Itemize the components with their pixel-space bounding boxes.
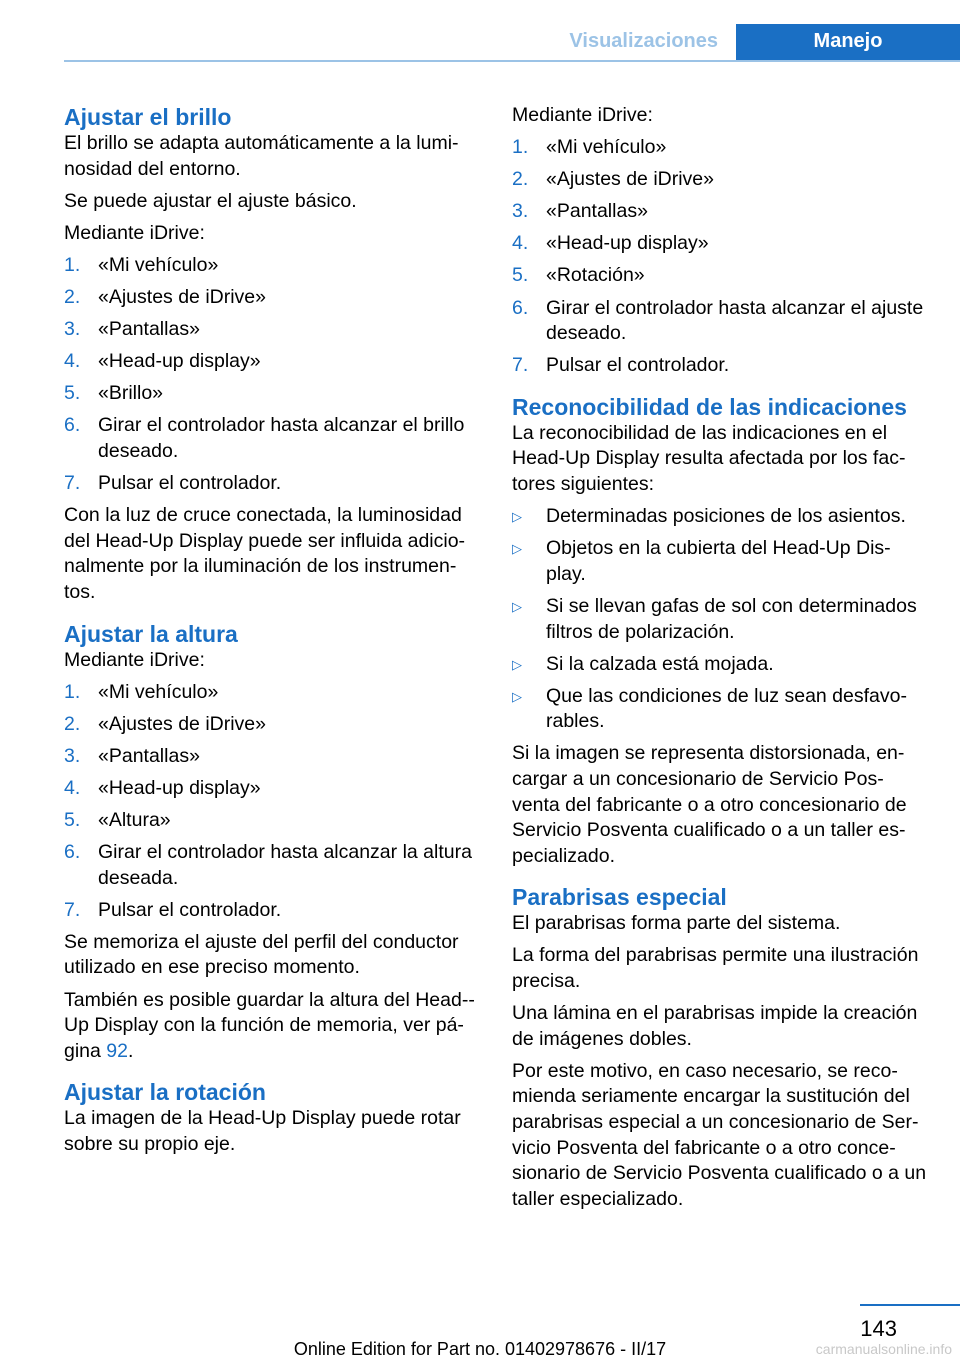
step-number: 7. (64, 472, 81, 495)
step-text: Pulsar el controlador. (98, 898, 282, 921)
section-heading: Ajustar la altura (64, 620, 238, 647)
left-column (64, 103, 480, 1164)
step-number: 6. (64, 414, 81, 437)
bullet-list (512, 504, 930, 735)
step-text: «Ajustes de iDrive» (98, 712, 266, 735)
paragraph: La imagen de la Head-Up Display puede rotar sobre su propio eje. (64, 1107, 461, 1155)
watermark: carmanualsonline.info (815, 1341, 952, 1357)
step-text: «Mi vehículo» (98, 680, 219, 703)
paragraph: Por este motivo, en caso necesario, se reco‐mienda seriamente encargar la sustitución del parabrisas especial a un concesionario de Ser‐vicio Posventa del fabricante o a otro conce‐sionario de Servicio Posventa cualificado o a un taller especializado. (512, 1059, 927, 1210)
bullet-text: Que las condiciones de luz sean desfavo‐rables. (546, 684, 907, 733)
step-item (512, 263, 930, 289)
section-heading: Ajustar la rotación (64, 1079, 266, 1106)
header-rule (64, 60, 960, 62)
paragraph: Mediante iDrive: (64, 221, 205, 244)
page-number: 143 (860, 1316, 897, 1341)
step-text: «Ajustes de iDrive» (98, 285, 266, 308)
paragraph: El parabrisas forma parte del sistema. (512, 912, 841, 935)
step-number: 3. (64, 318, 81, 341)
step-item (512, 167, 930, 193)
paragraph: La reconocibilidad de las indicaciones en el Head-Up Display resulta afectada por los fac‐tores siguientes: (512, 421, 906, 496)
step-number: 6. (512, 296, 529, 319)
step-number: 6. (64, 841, 81, 864)
paragraph-text: También es posible guardar la altura del Head-‐Up Display con la función de memoria, ver pá‐gina (64, 988, 475, 1062)
right-column (512, 103, 930, 1219)
step-list (64, 680, 480, 924)
step-number: 2. (64, 285, 81, 308)
bullet-text: Determinadas posiciones de los asientos. (546, 505, 906, 528)
paragraph: Se memoriza el ajuste del perfil del conductor utilizado en ese preciso momento. (64, 930, 459, 979)
step-number: 2. (512, 168, 529, 191)
step-number: 7. (512, 354, 529, 377)
section-ajustar-brillo (64, 103, 480, 606)
paragraph: Si la imagen se representa distorsionada, en‐cargar a un concesionario de Servicio Pos‐venta del fabricante o a otro concesionario de Servicio Posventa cualificado o a un taller es‐pecializado. (512, 742, 907, 867)
paragraph-end: . (128, 1039, 134, 1062)
tab-manejo[interactable]: Manejo (736, 24, 960, 62)
paragraph: La forma del parabrisas permite una ilustración precisa. (512, 944, 919, 993)
step-item (64, 381, 480, 407)
step-item (64, 744, 480, 770)
step-text: Pulsar el controlador. (98, 472, 282, 495)
bullet-text: Objetos en la cubierta del Head-Up Dis‐play. (546, 537, 891, 585)
step-number: 3. (64, 744, 81, 767)
section-parabrisas-especial (512, 883, 930, 1212)
step-item (512, 135, 930, 161)
step-text: «Head-up display» (98, 776, 261, 799)
step-item (64, 898, 480, 924)
paragraph: Mediante iDrive: (64, 648, 205, 671)
bullet-item (512, 684, 930, 735)
step-number: 4. (512, 232, 529, 255)
step-item (64, 808, 480, 834)
triangle-bullet-icon: ▷ (512, 656, 522, 672)
paragraph: Con la luz de cruce conectada, la luminosidad del Head-Up Display puede ser influida adicio‐nalmente por la iluminación de los instrumen‐tos. (64, 504, 466, 603)
section-heading: Reconocibilidad de las indicaciones (512, 393, 907, 420)
step-number: 1. (512, 136, 529, 159)
triangle-bullet-icon: ▷ (512, 598, 522, 614)
triangle-bullet-icon: ▷ (512, 688, 522, 704)
step-text: «Head-up display» (546, 232, 709, 255)
step-number: 2. (64, 712, 81, 735)
bullet-item (512, 652, 930, 678)
step-item (64, 317, 480, 343)
footer-rule (860, 1304, 960, 1306)
tab-visualizaciones[interactable]: Visualizaciones (569, 30, 718, 52)
step-number: 1. (64, 680, 81, 703)
paragraph: Una lámina en el parabrisas impide la creación de imágenes dobles. (512, 1002, 918, 1050)
step-text: «Pantallas» (98, 318, 200, 341)
paragraph: El brillo se adapta automáticamente a la lumi‐nosidad del entorno. (64, 132, 459, 180)
step-number: 5. (512, 264, 529, 287)
step-item (512, 353, 930, 379)
triangle-bullet-icon: ▷ (512, 509, 522, 525)
bullet-item (512, 536, 930, 587)
section-ajustar-altura (64, 620, 480, 1065)
section-heading: Ajustar el brillo (64, 104, 232, 130)
step-item (64, 349, 480, 375)
step-text: Girar el controlador hasta alcanzar el brillo deseado. (98, 414, 465, 462)
paragraph (64, 988, 480, 1065)
step-item (64, 776, 480, 802)
step-item (512, 296, 930, 347)
step-text: «Head-up display» (98, 350, 261, 373)
step-number: 5. (64, 382, 81, 405)
step-item (64, 680, 480, 706)
section-heading: Parabrisas especial (512, 884, 727, 911)
step-item (64, 840, 480, 891)
bullet-text: Si se llevan gafas de sol con determinados filtros de polarización. (546, 594, 917, 643)
step-item (64, 285, 480, 311)
step-text: «Mi vehículo» (98, 253, 219, 276)
header-tabs (569, 24, 960, 62)
step-list (64, 253, 480, 497)
step-text: Girar el controlador hasta alcanzar la altura deseada. (98, 841, 472, 889)
section-ajustar-rotacion (64, 1078, 480, 1157)
step-item (512, 231, 930, 257)
step-text: «Altura» (98, 808, 171, 831)
paragraph: Se puede ajustar el ajuste básico. (64, 189, 357, 212)
step-number: 4. (64, 350, 81, 373)
step-item (64, 413, 480, 464)
step-item (64, 471, 480, 497)
footer-edition: Online Edition for Part no. 01402978676 - II/17 (293, 1339, 667, 1359)
step-text: Girar el controlador hasta alcanzar el ajuste deseado. (546, 296, 924, 345)
step-text: «Ajustes de iDrive» (546, 168, 714, 191)
page-reference-link[interactable]: 92 (106, 1039, 128, 1062)
section-reconocibilidad (512, 393, 930, 870)
step-number: 5. (64, 808, 81, 831)
step-number: 3. (512, 200, 529, 223)
bullet-item (512, 594, 930, 645)
section-rotacion-continued (512, 103, 930, 379)
step-text: «Pantallas» (546, 200, 648, 223)
bullet-item (512, 504, 930, 530)
step-text: «Brillo» (98, 382, 164, 405)
step-number: 4. (64, 776, 81, 799)
step-text: «Rotación» (546, 264, 645, 287)
step-list (512, 135, 930, 379)
step-number: 7. (64, 898, 81, 921)
step-text: «Mi vehículo» (546, 136, 667, 159)
step-item (64, 712, 480, 738)
step-item (64, 253, 480, 279)
step-number: 1. (64, 253, 81, 276)
paragraph: Mediante iDrive: (512, 104, 653, 126)
triangle-bullet-icon: ▷ (512, 541, 522, 557)
step-text: Pulsar el controlador. (546, 354, 730, 377)
step-item (512, 199, 930, 225)
bullet-text: Si la calzada está mojada. (546, 652, 774, 675)
step-text: «Pantallas» (98, 744, 200, 767)
